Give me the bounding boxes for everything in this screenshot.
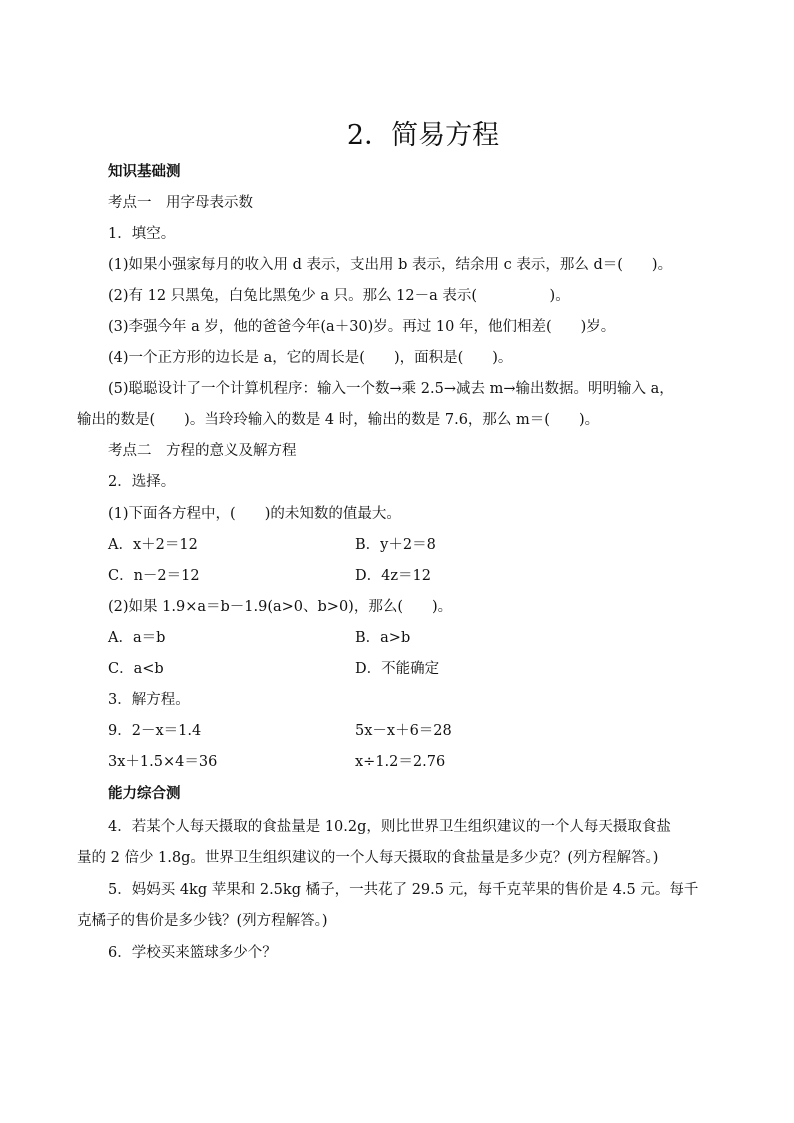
page-title: 2．简易方程 <box>346 120 500 151</box>
question-2-part-2: (2)如果 1.9×a＝b－1.9(a>0、b>0)，那么( )。 <box>108 599 453 615</box>
question-1-part-5-line-1: (5)聪聪设计了一个计算机程序：输入一个数→乘 2.5→减去 m→输出数据。明明输入 a， <box>108 381 674 397</box>
option-d: D．4z＝12 <box>355 568 431 584</box>
option-c: C．a<b <box>108 661 164 677</box>
question-2-part-1: (1)下面各方程中，( )的未知数的值最大。 <box>108 506 401 522</box>
question-1-part-2: (2)有 12 只黑兔，白兔比黑兔少 a 只。那么 12－a 表示( )。 <box>108 288 570 304</box>
option-a: A．a＝b <box>108 630 166 646</box>
equation-2: 5x－x＋6＝28 <box>355 723 452 739</box>
question-1-part-4: (4)一个正方形的边长是 a，它的周长是( )，面积是( )。 <box>108 350 513 366</box>
question-1-part-1: (1)如果小强家每月的收入用 d 表示，支出用 b 表示，结余用 c 表示，那么 d＝( )。 <box>108 257 673 273</box>
question-5-line-1: 5．妈妈买 4kg 苹果和 2.5kg 橘子，一共花了 29.5 元，每千克苹果的售价是 4.5 元。每千 <box>108 882 699 898</box>
section-heading-ability: 能力综合测 <box>108 785 181 802</box>
equation-4: x÷1.2＝2.76 <box>355 754 446 770</box>
section-heading-basic: 知识基础测 <box>108 163 181 180</box>
option-d: D．不能确定 <box>355 661 440 677</box>
option-a: A．x＋2＝12 <box>108 537 198 553</box>
question-1-head: 1．填空。 <box>108 226 176 242</box>
question-4-line-1: 4．若某个人每天摄取的食盐量是 10.2g，则比世界卫生组织建议的一个人每天摄取食盐 <box>108 819 671 835</box>
question-2-head: 2．选择。 <box>108 474 176 490</box>
option-b: B．a>b <box>355 630 411 646</box>
topic-heading-1: 考点一 用字母表示数 <box>108 195 253 211</box>
topic-heading-2: 考点二 方程的意义及解方程 <box>108 443 297 459</box>
question-1-part-5-line-2: 输出的数是( )。当玲玲输入的数是 4 时，输出的数是 7.6，那么 m＝( )。 <box>77 412 600 428</box>
option-c: C．n－2＝12 <box>108 568 200 584</box>
question-6: 6．学校买来篮球多少个？ <box>108 945 277 961</box>
equation-1: 9．2－x＝1.4 <box>108 723 202 739</box>
question-3-head: 3．解方程。 <box>108 692 190 708</box>
option-b: B．y＋2＝8 <box>355 537 436 553</box>
equation-3: 3x＋1.5×4＝36 <box>108 754 218 770</box>
question-4-line-2: 量的 2 倍少 1.8g。世界卫生组织建议的一个人每天摄取的食盐量是多少克？(列方程解答。) <box>77 850 659 866</box>
question-1-part-3: (3)李强今年 a 岁，他的爸爸今年(a＋30)岁。再过 10 年，他们相差( )岁。 <box>108 319 616 335</box>
question-5-line-2: 克橘子的售价是多少钱？(列方程解答。) <box>77 913 328 929</box>
